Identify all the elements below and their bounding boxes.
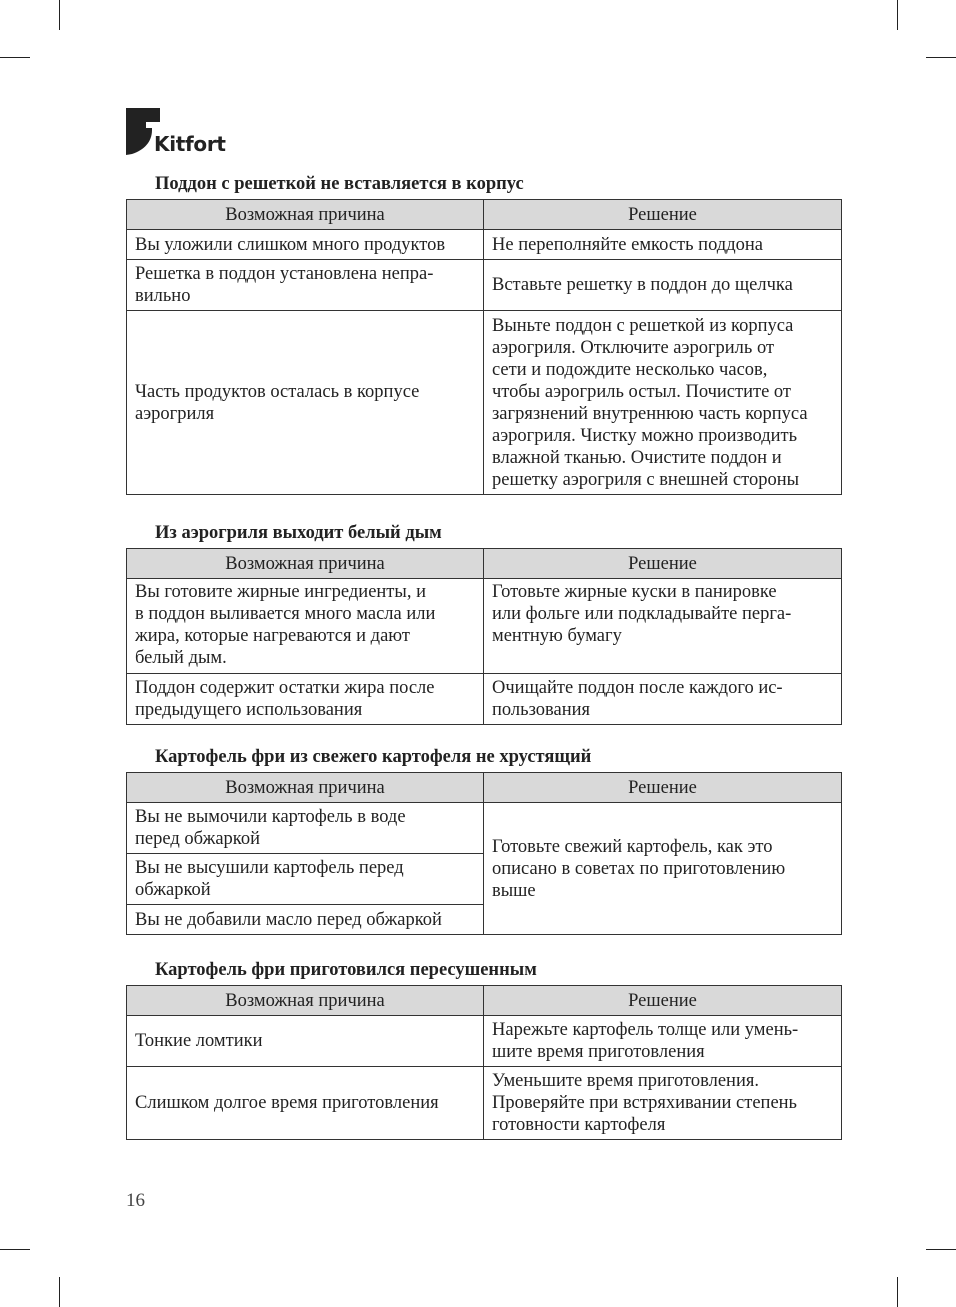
- cause-cell: Вы не высушили картофель перед обжаркой: [127, 854, 484, 905]
- table-row: [127, 230, 842, 260]
- troubleshooting-table: [126, 199, 842, 495]
- cause-cell: Слишком долгое время приготовления: [127, 1067, 484, 1140]
- header-solution: Решение: [484, 773, 842, 803]
- cause-cell: Поддон содержит остатки жира после предыдущего использования: [127, 674, 484, 725]
- crop-mark: [897, 0, 898, 30]
- table-row: [127, 260, 842, 311]
- section-tray-not-inserting: [126, 173, 841, 495]
- table-header-row: [127, 549, 842, 579]
- solution-cell: Выньте поддон с решеткой из корпуса аэрогриля. Отключите аэрогриль от сети и подождите несколько часов, чтобы аэрогриль остыл. Почистите от загрязнений внутреннюю часть корпуса аэрогриля. Чистку можно производить влажной тканью. Очистите поддон и решетку аэрогриля с внешней стороны: [484, 311, 842, 495]
- header-cause: Возможная причина: [127, 549, 484, 579]
- section-fries-overdried: [126, 959, 841, 1140]
- cause-cell: Часть продуктов осталась в корпусе аэрогриля: [127, 311, 484, 495]
- header-solution: Решение: [484, 986, 842, 1016]
- crop-mark: [0, 57, 30, 58]
- solution-cell: Вставьте решетку в поддон до щелчка: [484, 260, 842, 311]
- table-header-row: [127, 773, 842, 803]
- crop-mark: [926, 57, 956, 58]
- section-white-smoke: [126, 522, 841, 725]
- crop-mark: [59, 1277, 60, 1307]
- solution-cell: Очищайте поддон после каждого ис- пользования: [484, 674, 842, 725]
- header-solution: Решение: [484, 200, 842, 230]
- table-row: [127, 1067, 842, 1140]
- cause-cell: Вы не вымочили картофель в воде перед обжаркой: [127, 803, 484, 854]
- crop-mark: [0, 1249, 30, 1250]
- section-title: Картофель фри приготовился пересушенным: [155, 960, 537, 980]
- troubleshooting-table: [126, 772, 842, 935]
- section-title: Картофель фри из свежего картофеля не хрустящий: [155, 747, 592, 767]
- table-row: [127, 674, 842, 725]
- cause-cell: Тонкие ломтики: [127, 1016, 484, 1067]
- cause-cell: Решетка в поддон установлена непра- вильно: [127, 260, 484, 311]
- header-cause: Возможная причина: [127, 773, 484, 803]
- crop-mark: [59, 0, 60, 30]
- header-cause: Возможная причина: [127, 986, 484, 1016]
- page-number: 16: [126, 1190, 145, 1211]
- crop-mark: [926, 1249, 956, 1250]
- solution-cell: Готовьте жирные куски в панировке или фольге или подкладывайте перга- ментную бумагу: [484, 579, 842, 674]
- table-header-row: [127, 986, 842, 1016]
- section-title: Поддон с решеткой не вставляется в корпус: [155, 174, 524, 194]
- table-header-row: [127, 200, 842, 230]
- troubleshooting-table: [126, 548, 842, 725]
- kitfort-logo: [126, 108, 236, 160]
- table-row: [127, 579, 842, 674]
- solution-cell: Уменьшите время приготовления. Проверяйте при встряхивании степень готовности картофеля: [484, 1067, 842, 1140]
- cause-cell: Вы уложили слишком много продуктов: [127, 230, 484, 260]
- header-solution: Решение: [484, 549, 842, 579]
- troubleshooting-table: [126, 985, 842, 1140]
- section-title: Из аэрогриля выходит белый дым: [155, 523, 442, 543]
- table-row: [127, 311, 842, 495]
- solution-cell: Готовьте свежий картофель, как это описано в советах по приготовлению выше: [484, 803, 842, 935]
- kitfort-logo-word: Kitfort: [154, 132, 226, 156]
- table-row: [127, 1016, 842, 1067]
- solution-cell: Нарежьте картофель толще или умень- шите время приготовления: [484, 1016, 842, 1067]
- header-cause: Возможная причина: [127, 200, 484, 230]
- cause-cell: Вы не добавили масло перед обжаркой: [127, 905, 484, 935]
- table-row: [127, 803, 842, 854]
- solution-cell: Не переполняйте емкость поддона: [484, 230, 842, 260]
- crop-mark: [897, 1277, 898, 1307]
- section-fries-not-crispy: [126, 746, 841, 935]
- cause-cell: Вы готовите жирные ингредиенты, и в поддон выливается много масла или жира, которые нагреваются и дают белый дым.: [127, 579, 484, 674]
